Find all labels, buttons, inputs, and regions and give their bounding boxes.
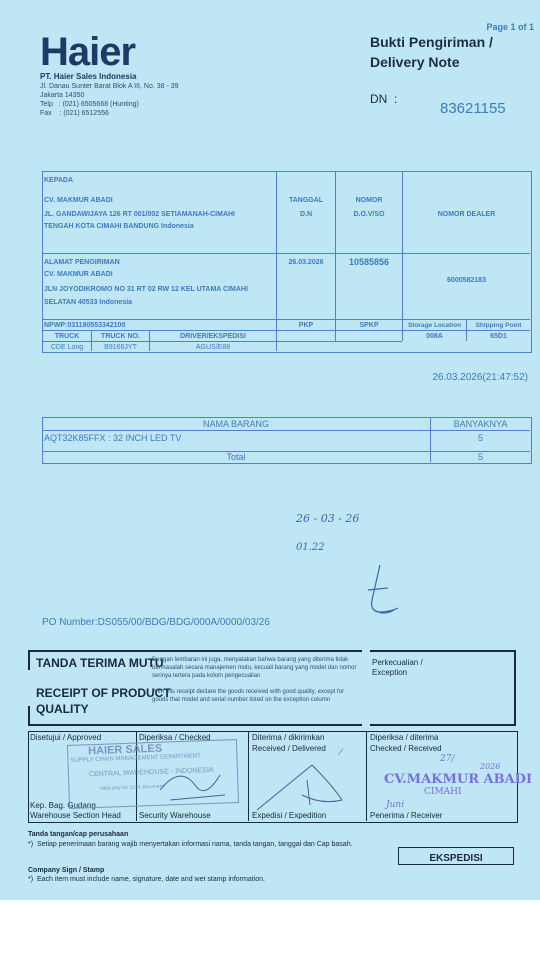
sig-received-label-2: Checked / Received [370,744,442,753]
delivery-note-paper: Page 1 of 1 Haier PT. Haier Sales Indonesia Jl. Danau Sunter Barat Blok A III, No. 38 - 39 Jakarta 14350 Telp : (021) 6505668 (Hunting) Fax : (021) 6512556 Bukti Pengiriman / Delivery Note DN : 83621155 KEPADA CV. MAKMUR ABADI JL. GANDAWIJAYA 126 RT 001/002 SETIAMANAH-CIMAHI TENGAH KOTA CIMAHI BANDUNG Indonesia TANGGAL D.N NOMOR D.O.V/SO NOMOR DEALER ALAMAT PENGIRIMAN CV. MAKMUR ABADI JLN JOYODIKROMO NO 31 RT 02 RW 12 KEL UTAMA CIMAHI SELATAN 40533 Indonesia 26.03.2026 10585856 6000582183 NPWP:031190553342100 PKP SPKP Storage Location Shipping Point 008A 65D1 TRUCK TRUCK NO. DRIVER/EKSPEDISI CDE Long B9166JYT AGUS/E88 26.03.2026(21:47:52) NAMA BARANG BANYAKNYA AQT32K85FFX : 32 INCH LED TV 5 Total 5 26 - 03 - 26 01.22 PO Number:DS055/00/BDG/BDG/000A/0000/03/26 TANDA TERIMA MUTU Dengan lembaran ini juga, menyatakan bahwa barang yang diterima tidak bermasalah secara manajemen mutu, kecuali barang yang model dan nomor serinya tertera pada kolom pengecualian RECEIPT OF PRODUCT QUALITY With this receipt declare the goods received with good quality, except for goods that model and serial number listed on the exception column Perkecualian / Exception Disetujui / Approved Diperiksa / Checked Diterima / dikirimkan Received / Delivered Diperiksa / diterima Checked / Received Kep. Bag. Gudang Warehouse Section Head Security Warehouse Expedisi / Expedition Penerima / Receiver HAIER SALES SUPPLY CHAIN MANAGEMENT DEPARTMENT CENTRAL WAREHOUSE - INDONESIA Valid only for SCM document ⁄ CV.MAKMUR ABADI CIMAHI 27/ 2026 Juni Tanda tangan/cap perusahaan *) Setiap penerimaan barang wajib menyertakan informasi nama, tanda tangan, tanggal dan Cap basah. Company Sign / Stamp *) Each item must include name, signature, date and wet stamp information. EKSPEDISI [0,0,540,900]
shipping-point-label: Shipping Point [475,322,522,329]
shipping-date: 26.03.2026 [288,259,324,266]
dn-number: 83621155 [440,100,506,117]
shipping-address-1: JLN JOYODIKROMO NO 31 RT 02 RW 12 KEL UTAMA CIMAHI [44,286,248,293]
item-row-qty: 5 [477,433,483,443]
sig-received-label-1: Diperiksa / diterima [370,733,439,742]
sig-approved-label: Disetujui / Approved [30,733,102,742]
spkp-label: SPKP [359,322,379,329]
sig-approved-foot-2: Warehouse Section Head [30,811,121,820]
item-name-header: NAMA BARANG [202,419,269,429]
footer-note-1-title: Tanda tangan/cap perusahaan [28,831,129,838]
shipping-label: ALAMAT PENGIRIMAN [44,259,120,266]
receiver-stamp-city: CIMAHI [424,787,462,797]
company-address-2: Jakarta 14350 [40,92,85,99]
dn-label: DN : [370,92,398,106]
recipient-name: CV. MAKMUR ABADI [44,197,113,204]
shipping-name: CV. MAKMUR ABADI [44,271,113,278]
truck-label: TRUCK [54,333,80,340]
warehouse-stamp-line-1: SUPPLY CHAIN MANAGEMENT DEPARTMENT [70,753,201,764]
recipient-address-1: JL. GANDAWIJAYA 126 RT 001/002 SETIAMANAH-CIMAHI [44,211,235,218]
truck-no-value: B9166JYT [104,344,137,351]
receiver-handwritten-year: 2026 [480,762,501,771]
dealer-number: 6000582183 [447,277,486,284]
tanggal-label: TANGGAL [288,197,324,204]
dealer-label: NOMOR DEALER [437,211,496,218]
handwritten-time: 01.22 [296,542,325,553]
storage-location-value: 008A [426,333,443,340]
truck-value: CDE Long [50,344,84,351]
copy-label-box [398,847,514,865]
sig-received-foot: Penerima / Receiver [370,811,443,820]
recipient-address-2: TENGAH KOTA CIMAHI BANDUNG Indonesia [44,223,194,230]
page-number: Page 1 of 1 [486,22,534,32]
receipt-text-en: With this receipt declare the goods received with good quality, except for goods that model and serial number listed on the exception column [152,689,344,703]
receiver-stamp-name: CV.MAKMUR ABADI [384,772,533,787]
receipt-text-id: Dengan lembaran ini juga, menyatakan bahwa barang yang diterima tidak bermasalah secara manajemen mutu, kecuali barang yang model dan nomor serinya tertera pada kolom pengecualian [152,657,357,679]
handwritten-date: 26 - 03 - 26 [296,512,360,525]
receipt-title-en-1: RECEIPT OF PRODUCT [36,686,171,700]
sig-delivered-label-2: Received / Delivered [252,744,326,753]
truck-no-label: TRUCK NO. [101,333,140,340]
warehouse-stamp-line-3: Valid only for SCM document [99,783,164,792]
doc-title-en: Delivery Note [370,54,460,70]
nomor-label: NOMOR [355,197,383,204]
receiver-stamp [384,772,532,797]
driver-label: DRIVER/EKSPEDISI [180,333,246,340]
checked-signature [150,760,240,810]
expedition-signature [252,755,362,815]
company-fax: Fax : (021) 6512556 [40,110,109,117]
npwp: NPWP:031190553342100 [44,322,126,329]
warehouse-stamp-name: HAIER SALES [87,742,163,758]
haier-logo: Haier [40,30,136,74]
company-name: PT. Haier Sales Indonesia [40,72,137,81]
item-total-label: Total [226,452,246,462]
exception-label: Perkecualian / [372,658,423,667]
doc-title-id: Bukti Pengiriman / [370,34,493,50]
receipt-title-en-2: QUALITY [36,702,89,716]
signature-mark [350,560,420,620]
footer-note-2: *) Each item must include name, signature, date and wet stamp information. [28,876,265,883]
so-number: 10585856 [348,257,390,267]
pkp-label: PKP [298,322,314,329]
item-qty-header: BANYAKNYA [453,419,508,429]
tanggal-sub: D.N [299,211,313,218]
receipt-title-id: TANDA TERIMA MUTU [36,656,164,670]
item-total-qty: 5 [477,452,483,462]
kepada-label: KEPADA [44,177,74,184]
footer-note-2-title: Company Sign / Stamp [28,867,105,874]
sig-delivered-foot: Expedisi / Expedition [252,811,327,820]
exception-label-en: Exception [372,668,408,677]
company-address-1: Jl. Danau Sunter Barat Blok A III, No. 38 - 39 [40,83,179,90]
warehouse-stamp-line-2: CENTRAL WAREHOUSE - INDONESIA [88,766,214,779]
sig-checked-foot: Security Warehouse [139,811,211,820]
footer-note-1: *) Setiap penerimaan barang wajib menyertakan informasi nama, tanda tangan, tanggal dan Cap basah. [28,841,353,848]
shipping-point-value: 65D1 [490,333,507,340]
receiver-handwritten-name: Juni [386,800,405,810]
sig-approved-foot-1: Kep. Bag. Gudang [30,801,96,810]
sig-delivered-label-1: Diterima / dikirimkan [252,733,325,742]
sig-checked-label: Diperiksa / Checked [139,733,211,742]
receiver-handwritten-date: 27/ [440,754,455,764]
nomor-sub: D.O.V/SO [353,211,385,218]
driver-value: AGUS/E88 [195,344,231,351]
storage-location-label: Storage Location [407,322,462,329]
company-phone: Telp : (021) 6505668 (Hunting) [40,101,139,108]
shipping-address-2: SELATAN 40533 Indonesia [44,299,133,306]
item-row-name: AQT32K85FFX : 32 INCH LED TV [44,433,182,443]
print-timestamp: 26.03.2026(21:47:52) [432,372,528,383]
copy-label: EKSPEDISI [429,853,483,864]
po-number: PO Number:DS055/00/BDG/BDG/000A/0000/03/26 [42,617,270,628]
